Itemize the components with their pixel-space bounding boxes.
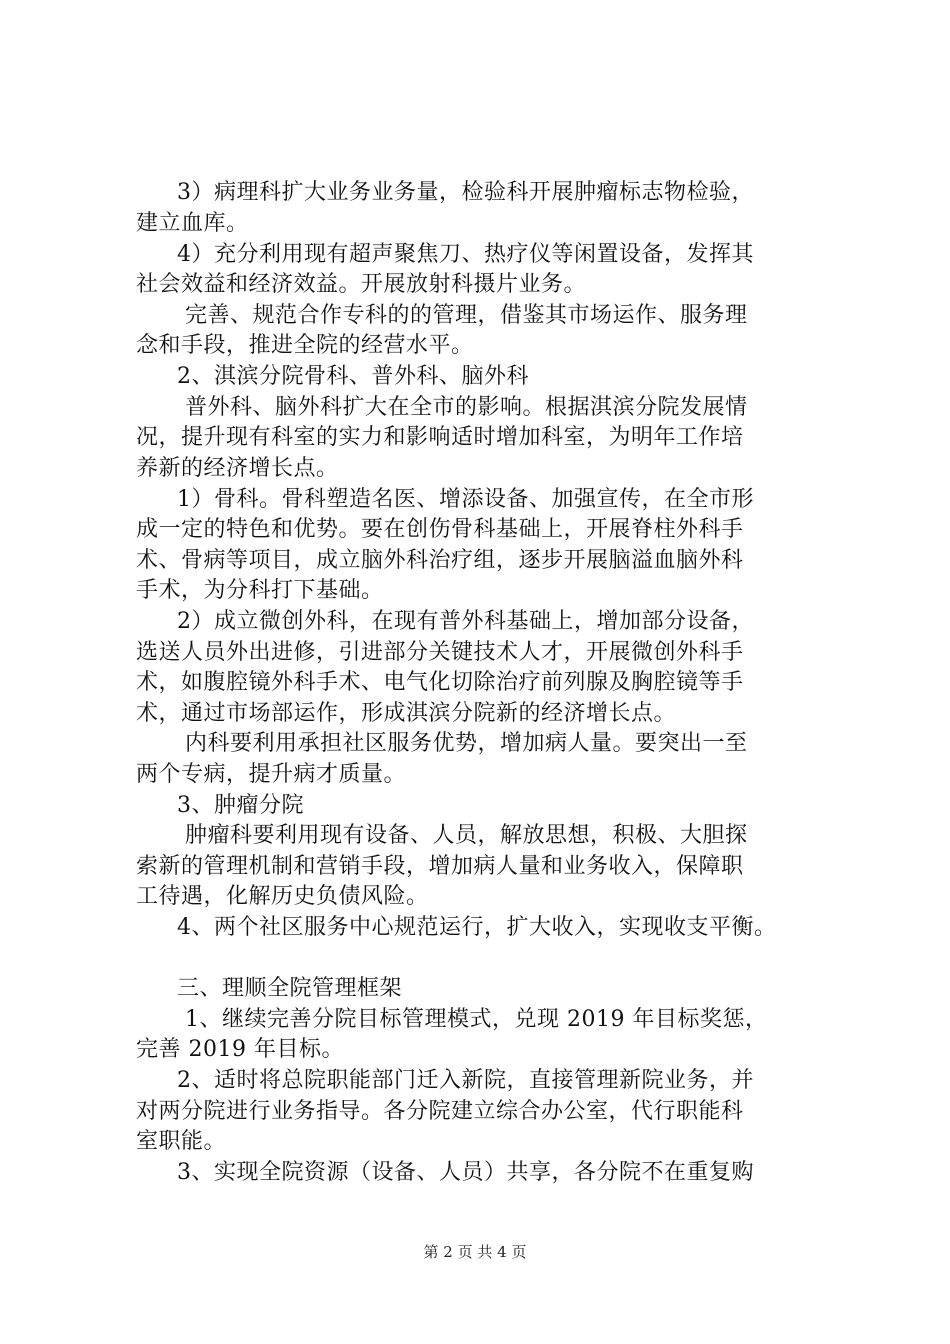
text-line: 完善 2019 年目标。 bbox=[136, 1037, 344, 1062]
text-line: 室职能。 bbox=[136, 1129, 227, 1154]
text-line: 4、两个社区服务中心规范运行，扩大收入，实现收支平衡。 bbox=[177, 915, 777, 940]
text-line: 术，如腹腔镜外科手术、电气化切除治疗前列腺及胸腔镜等手 bbox=[136, 670, 744, 695]
text-line: 2、适时将总院职能部门迁入新院，直接管理新院业务，并 bbox=[177, 1068, 754, 1093]
text-line: 选送人员外出进修，引进部分关键技术人才，开展微创外科手 bbox=[136, 640, 744, 665]
text-line: 社会效益和经济效益。开展放射科摄片业务。 bbox=[136, 272, 587, 297]
text-line: 普外科、脑外科扩大在全市的影响。根据淇滨分院发展情 bbox=[185, 395, 748, 420]
text-line: 4）充分利用现有超声聚焦刀、热疗仪等闲置设备，发挥其 bbox=[177, 242, 754, 267]
text-line: 索新的管理机制和营销手段，增加病人量和业务收入，保障职 bbox=[136, 854, 744, 879]
text-line: 工待遇，化解历史负债风险。 bbox=[136, 884, 429, 909]
section-heading: 3、肿瘤分院 bbox=[177, 793, 304, 818]
text-line: 1）骨科。骨科塑造名医、增添设备、加强宣传，在全市形 bbox=[177, 487, 754, 512]
text-line: 1、继续完善分院目标管理模式，兑现 2019 年目标奖惩， bbox=[185, 1007, 768, 1032]
text-line: 2）成立微创外科，在现有普外科基础上，增加部分设备， bbox=[177, 609, 754, 634]
text-line: 况，提升现有科室的实力和影响适时增加科室，为明年工作培 bbox=[136, 425, 744, 450]
page-number-footer: 第 2 页 共 4 页 bbox=[423, 1243, 527, 1261]
section-heading: 2、淇滨分院骨科、普外科、脑外科 bbox=[177, 364, 529, 389]
text-line: 建立血库。 bbox=[136, 211, 249, 236]
text-line: 术、骨病等项目，成立脑外科治疗组，逐步开展脑溢血脑外科 bbox=[136, 548, 744, 573]
text-line: 术，通过市场部运作，形成淇滨分院新的经济增长点。 bbox=[136, 701, 677, 726]
text-line: 两个专病，提升病才质量。 bbox=[136, 762, 407, 787]
section-heading: 三、理顺全院管理框架 bbox=[177, 976, 403, 1001]
text-line: 内科要利用承担社区服务优势，增加病人量。要突出一至 bbox=[185, 731, 748, 756]
text-line: 成一定的特色和优势。要在创伤骨科基础上，开展脊柱外科手 bbox=[136, 517, 744, 542]
text-line: 3）病理科扩大业务业务量，检验科开展肿瘤标志物检验， bbox=[177, 180, 754, 205]
text-line: 3、实现全院资源（设备、人员）共享，各分院不在重复购 bbox=[177, 1160, 754, 1185]
text-line: 养新的经济增长点。 bbox=[136, 456, 339, 481]
text-line: 对两分院进行业务指导。各分院建立综合办公室，代行职能科 bbox=[136, 1099, 744, 1124]
text-line: 完善、规范合作专科的的管理，借鉴其市场运作、服务理 bbox=[185, 303, 748, 328]
text-line: 肿瘤科要利用现有设备、人员，解放思想，积极、大胆探 bbox=[185, 823, 748, 848]
text-line: 手术，为分科打下基础。 bbox=[136, 578, 384, 603]
text-line: 念和手段，推进全院的经营水平。 bbox=[136, 333, 474, 358]
